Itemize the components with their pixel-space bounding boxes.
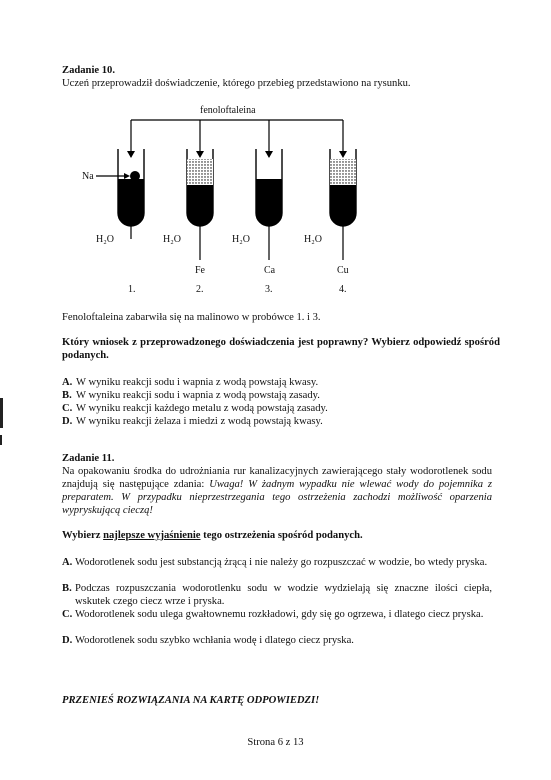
task-11-option-a[interactable]: A. Wodorotlenek sodu jest substancją żrącą i nie należy go rozpuszczać w wodzie, bo wtedy pryska.: [62, 557, 488, 568]
task-10-option-b[interactable]: B. W wyniku reakcji sodu i wapnia z wodą powstają zasady.: [62, 390, 320, 401]
arrow-heads: [127, 151, 347, 158]
metal-label-fe: Fe: [195, 265, 205, 276]
task-11-option-b[interactable]: B. Podczas rozpuszczania wodorotlenku sodu w wodzie wydzielają się znaczne ilości ciepła, wskutek czego ciecz wrze i pryska.: [62, 583, 492, 607]
dropper-lines: [131, 120, 343, 157]
task-11-option-d[interactable]: D. Wodorotlenek sodu szybko wchłania wodę i dlatego ciecz pryska.: [62, 635, 354, 646]
experiment-diagram: [0, 95, 551, 305]
water-label-2: H₂O: [163, 234, 181, 245]
metal-label-ca: Ca: [264, 265, 276, 276]
reagent-label: fenoloftaleina: [200, 105, 256, 116]
test-tube-4: [330, 149, 356, 260]
transfer-answers-note: PRZENIEŚ ROZWIĄZANIA NA KARTĘ ODPOWIEDZI!: [62, 695, 320, 706]
task-11-question: Wybierz najlepsze wyjaśnienie tego ostrzeżenia spośród podanych.: [62, 530, 363, 541]
task-11-intro: Na opakowaniu środka do udrożniania rur kanalizacyjnych zawierającego stały wodorotlenek sodu znajdują się następujące zdania: Uwaga! W żadnym wypadku nie wlewać wody do pojemnika z preparatem. W przypadku nieprzestrzegania tego ostrzeżenia zachodzi możliwość oparzenia wypryskującą cieczą!: [62, 466, 493, 516]
tube-number-1: 1.: [128, 284, 136, 295]
test-tube-3: [256, 149, 282, 260]
water-label-1: H₂O: [96, 234, 114, 245]
task-10-intro: Uczeń przeprowadził doświadczenie, którego przebieg przedstawiono na rysunku.: [62, 78, 411, 89]
sodium-label: Na: [82, 171, 94, 182]
task-11-title: Zadanie 11.: [62, 453, 115, 464]
task-10-title: Zadanie 10.: [62, 65, 115, 76]
page-number: Strona 6 z 13: [247, 737, 304, 748]
water-label-4: H₂O: [304, 234, 322, 245]
experiment-figure: [0, 95, 551, 305]
task-10-option-d[interactable]: D. W wyniku reakcji żelaza i miedzi z wodą powstają kwasy.: [62, 416, 323, 427]
tube-number-2: 2.: [196, 284, 204, 295]
tube-number-3: 3.: [265, 284, 273, 295]
task-11-option-c[interactable]: C. Wodorotlenek sodu ulega gwałtownemu rozkładowi, gdy się go ogrzewa, i dlatego ciecz pryska.: [62, 609, 484, 620]
test-tube-2: [187, 149, 213, 260]
task-10-question: Który wniosek z przeprowadzonego doświadczenia jest poprawny? Wybierz odpowiedź spośród podanych.: [62, 337, 500, 361]
task-10-option-a[interactable]: A. W wyniku reakcji sodu i wapnia z wodą powstają kwasy.: [62, 377, 319, 388]
water-label-3: H₂O: [232, 234, 250, 245]
metal-label-cu: Cu: [337, 265, 349, 276]
test-tube-1: [96, 149, 144, 239]
task-10-observation: Fenoloftaleina zabarwiła się na malinowo w probówce 1. i 3.: [62, 312, 321, 323]
binding-mark: [0, 398, 3, 428]
binding-mark: [0, 435, 2, 445]
task-10-option-c[interactable]: C. W wyniku reakcji każdego metalu z wodą powstają zasady.: [62, 403, 328, 414]
tube-number-4: 4.: [339, 284, 347, 295]
